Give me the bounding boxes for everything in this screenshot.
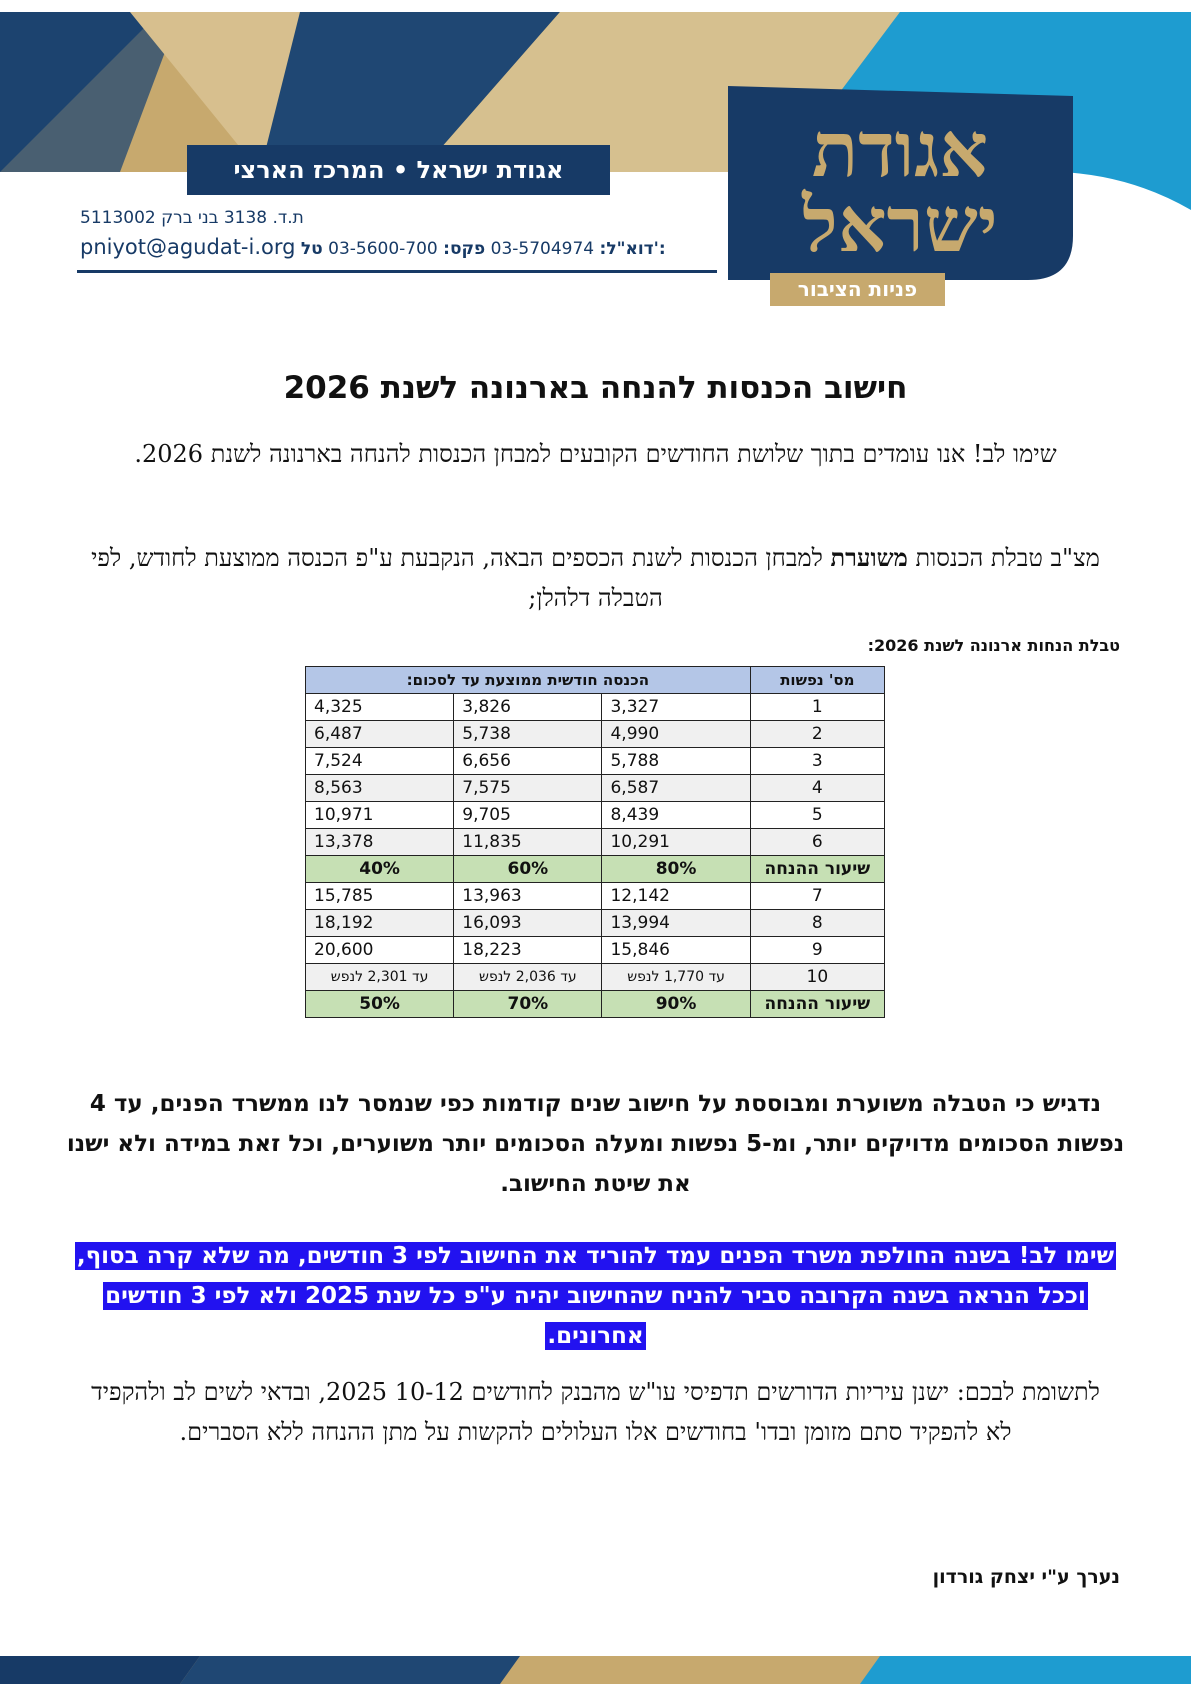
- cell-persons: 5: [750, 802, 884, 829]
- cell-persons: 10: [750, 964, 884, 991]
- table-row: [306, 802, 885, 829]
- cell-value: עד 2,036 לנפש: [454, 964, 602, 991]
- cell-value: עד 1,770 לנפש: [602, 964, 750, 991]
- cell-persons: 6: [750, 829, 884, 856]
- cell-value: 10,291: [602, 829, 750, 856]
- rate-value: 50%: [306, 991, 454, 1018]
- phone-label: טל':: [300, 239, 666, 259]
- table-row: [306, 964, 885, 991]
- table-intro-paragraph: [78, 538, 1113, 618]
- cell-value: 5,738: [454, 721, 602, 748]
- cell-value: 9,705: [454, 802, 602, 829]
- cell-value: 7,524: [306, 748, 454, 775]
- cell-persons: 9: [750, 937, 884, 964]
- cell-value: 20,600: [306, 937, 454, 964]
- table-row: [306, 910, 885, 937]
- cell-value: 4,990: [602, 721, 750, 748]
- table-row: [306, 937, 885, 964]
- signature-line: נערך ע"י יצחק גורדון: [932, 1566, 1120, 1588]
- table-row: [306, 748, 885, 775]
- discount-rate-row: [306, 991, 885, 1018]
- header-persons: מס' נפשות: [750, 667, 884, 694]
- cell-value: 10,971: [306, 802, 454, 829]
- address-line: ת.ד. 3138 בני ברק 5113002: [80, 208, 304, 228]
- highlighted-notice: [60, 1236, 1131, 1356]
- cell-persons: 7: [750, 883, 884, 910]
- cell-value: 13,963: [454, 883, 602, 910]
- fax-label: פקס:: [443, 239, 486, 259]
- table-row: [306, 694, 885, 721]
- footer-band: [0, 1656, 1191, 1684]
- table-row: [306, 883, 885, 910]
- document-title: חישוב הכנסות להנחה בארנונה לשנת 2026: [283, 370, 908, 406]
- rate-label: שיעור ההנחה: [750, 991, 884, 1018]
- cell-value: 6,487: [306, 721, 454, 748]
- contact-line: [80, 235, 705, 259]
- discount-rate-row: [306, 856, 885, 883]
- cell-value: 15,846: [602, 937, 750, 964]
- cell-value: 16,093: [454, 910, 602, 937]
- cell-value: 6,587: [602, 775, 750, 802]
- cell-persons: 8: [750, 910, 884, 937]
- cell-value: 18,223: [454, 937, 602, 964]
- email-address[interactable]: pniyot@agudat-i.org: [80, 235, 296, 259]
- phone-number: 03-5600-700: [328, 239, 438, 259]
- para2-bold: משוערת: [830, 543, 908, 572]
- cell-value: 8,439: [602, 802, 750, 829]
- table-header-row: [306, 667, 885, 694]
- logo-tagline: פניות הציבור: [770, 273, 945, 306]
- intro-paragraph: שימו לב! אנו עומדים בתוך שלושת החודשים הקובעים למבחן הכנסות להנחה בארנונה לשנת 2026.: [134, 440, 1057, 468]
- cell-value: 6,656: [454, 748, 602, 775]
- cell-value: 5,788: [602, 748, 750, 775]
- table-row: [306, 775, 885, 802]
- rate-value: 40%: [306, 856, 454, 883]
- cell-value: 13,378: [306, 829, 454, 856]
- cell-value: עד 2,301 לנפש: [306, 964, 454, 991]
- cell-persons: 1: [750, 694, 884, 721]
- cell-value: 11,835: [454, 829, 602, 856]
- rate-value: 90%: [602, 991, 750, 1018]
- highlighted-notice-text: שימו לב! בשנה החולפת משרד הפנים עמד להוריד את החישוב לפי 3 חודשים, מה שלא קרה בסוף, וככל הנראה בשנה הקרובה סביר להניח שהחישוב יהיה ע"פ כל שנת 2025 ולא לפי 3 חודשים אחרונים.: [76, 1243, 1115, 1349]
- cell-persons: 2: [750, 721, 884, 748]
- cell-value: 18,192: [306, 910, 454, 937]
- para2-start: מצ"ב טבלת הכנסות: [907, 544, 1100, 572]
- cell-value: 3,826: [454, 694, 602, 721]
- rate-value: 60%: [454, 856, 602, 883]
- table-caption: טבלת הנחות ארנונה לשנת 2026:: [867, 636, 1120, 655]
- logo-line1: אגודת: [811, 105, 989, 194]
- cell-persons: 4: [750, 775, 884, 802]
- cell-value: 15,785: [306, 883, 454, 910]
- cell-persons: 3: [750, 748, 884, 775]
- org-logo: [728, 86, 1073, 280]
- attention-paragraph: לתשומת לבכם: ישנן עיריות הדורשים תדפיסי עו"ש מהבנק לחודשים 10-12 2025, ובדאי לשים לב ולהקפיד לא להפקיד סתם מזומן ובדו' בחודשים אלו העלולים להקשות על מתן ההנחה ללא הסברים.: [91, 1378, 1100, 1446]
- cell-value: 13,994: [602, 910, 750, 937]
- email-label: דוא"ל:: [599, 239, 654, 259]
- discount-table: [305, 666, 885, 1018]
- cell-value: 12,142: [602, 883, 750, 910]
- rate-label: שיעור ההנחה: [750, 856, 884, 883]
- cell-value: 4,325: [306, 694, 454, 721]
- logo-line2: ישראל: [802, 180, 998, 269]
- cell-value: 7,575: [454, 775, 602, 802]
- cell-value: 8,563: [306, 775, 454, 802]
- table-row: [306, 829, 885, 856]
- header-income: הכנסה חודשית ממוצעת עד לסכום:: [306, 667, 751, 694]
- fax-number: 03-5704974: [490, 239, 595, 259]
- para2-end: למבחן הכנסות לשנת הכספים הבאה, הנקבעת ע"פ הכנסה ממוצעת לחודש, לפי הטבלה דלהלן;: [91, 544, 831, 612]
- rate-value: 80%: [602, 856, 750, 883]
- disclaimer-paragraph: נדגיש כי הטבלה משוערת ומבוססת על חישוב שנים קודמות כפי שנמסר לנו ממשרד הפנים, עד 4 נפשות הסכומים מדויקים יותר, ומ-5 נפשות ומעלה הסכומים יותר משוערים, וכל זאת במידה ולא ישנו את שיטת החישוב.: [66, 1091, 1125, 1197]
- rate-value: 70%: [454, 991, 602, 1018]
- table-row: [306, 721, 885, 748]
- header-divider: [77, 270, 717, 273]
- cell-value: 3,327: [602, 694, 750, 721]
- org-name-bar: אגודת ישראל • המרכז הארצי: [187, 145, 610, 195]
